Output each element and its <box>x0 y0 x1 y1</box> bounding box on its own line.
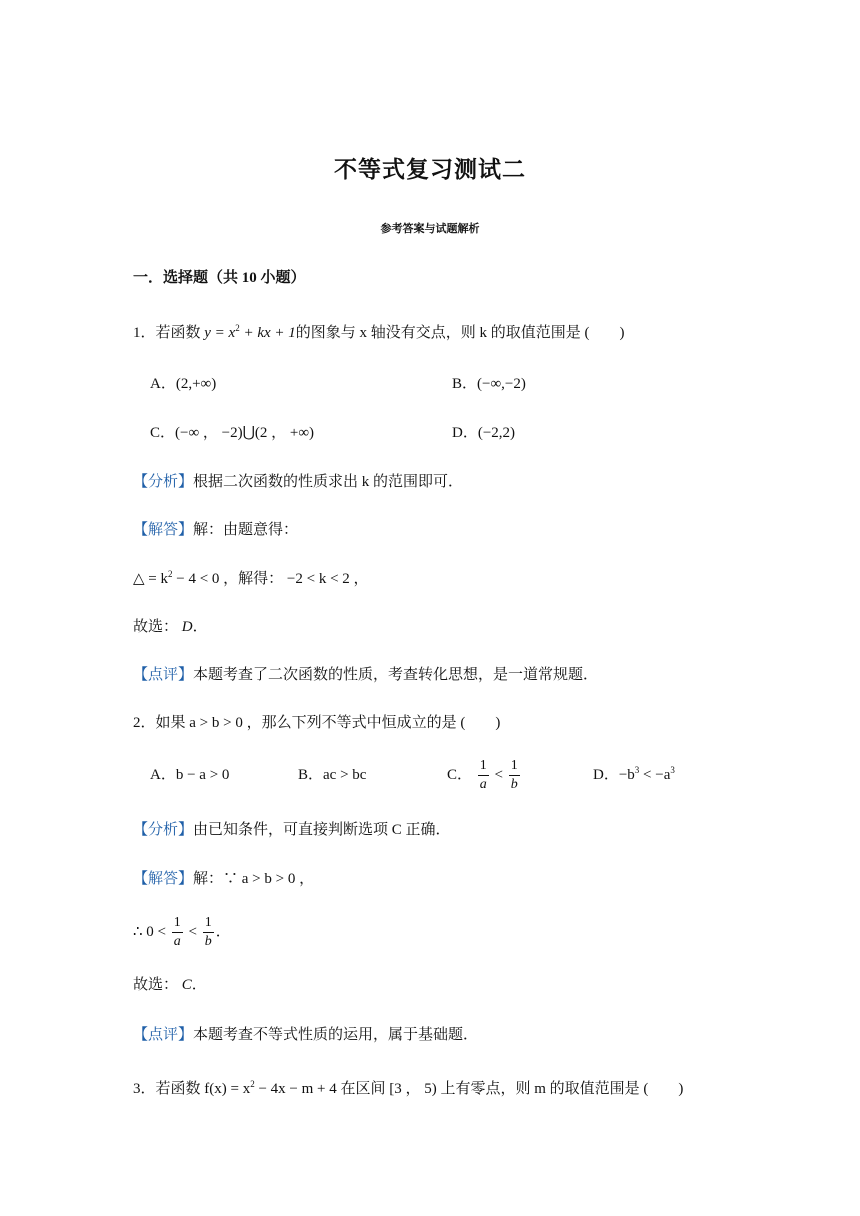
q2-solution: 【解答】解：∵ a > b > 0 ， <box>133 871 315 887</box>
q2-option-b: B．ac > bc <box>298 767 367 783</box>
solution-tag: 【解答】 <box>133 871 194 887</box>
q1-option-b: B．(−∞,−2) <box>452 376 526 392</box>
q2-comment: 【点评】本题考查不等式性质的运用，属于基础题． <box>133 1027 479 1043</box>
q2-stem: 2．如果 a > b > 0 ，那么下列不等式中恒成立的是 ( ) <box>133 715 501 731</box>
q1-stem: 1．若函数 $y = x^2$ + kx + 1的图象与 x 轴没有交点，则 k 的取值范围是 ( ) <box>133 323 625 341</box>
q2-answer: 故选： C． <box>133 977 207 993</box>
q3-stem: 3．若函数 $f(x) = x^2 - 4x - m + 4$ 在区间 [3 ， 5) 上有零点，则 m 的取值范围是 ( ) <box>133 1079 684 1097</box>
analysis-tag: 【分析】 <box>133 822 194 838</box>
analysis-tag: 【分析】 <box>133 474 194 490</box>
q2-option-a: A．b − a > 0 <box>150 767 230 783</box>
q2-option-d: D．$-b^3 < -a^3$ <box>593 765 675 783</box>
section-heading: 一．选择题（共 10 小题） <box>133 270 306 286</box>
q1-answer: 故选： D． <box>133 619 208 635</box>
q2-therefore: ∴ 0 < $\frac{1}{a}$ < $\frac{1}{b}$ ． <box>133 915 231 949</box>
fraction: $\frac{1}{b}$ <box>204 915 212 949</box>
q2-option-c: C． $\frac{1}{a}$ < $\frac{1}{b}$ <box>447 758 518 792</box>
q1-step: △ = $k^2 - 4 < 0$ ，解得： −2 < k < 2 ， <box>133 569 369 587</box>
q1-option-a: A．(2,+∞) <box>150 376 217 392</box>
comment-tag: 【点评】 <box>133 1027 194 1043</box>
solution-tag: 【解答】 <box>133 522 194 538</box>
page-title: 不等式复习测试二 <box>334 157 526 182</box>
q1-option-c: C．(−∞ ， −2)⋃(2 ， +∞) <box>150 425 315 441</box>
page-subtitle: 参考答案与试题解析 <box>380 223 480 235</box>
fraction: $\frac{1}{a}$ <box>479 758 487 792</box>
fraction: $\frac{1}{a}$ <box>173 915 181 949</box>
q1-option-d: D．(−2,2) <box>452 425 516 441</box>
q2-analysis: 【分析】由已知条件，可直接判断选项 C 正确． <box>133 822 451 838</box>
fraction: $\frac{1}{b}$ <box>510 758 518 792</box>
q1-analysis: 【分析】根据二次函数的性质求出 k 的范围即可． <box>133 474 464 490</box>
comment-tag: 【点评】 <box>133 667 194 683</box>
q1-comment: 【点评】本题考查了二次函数的性质，考查转化思想，是一道常规题． <box>133 667 599 683</box>
q1-solution: 【解答】解：由题意得： <box>133 522 299 538</box>
